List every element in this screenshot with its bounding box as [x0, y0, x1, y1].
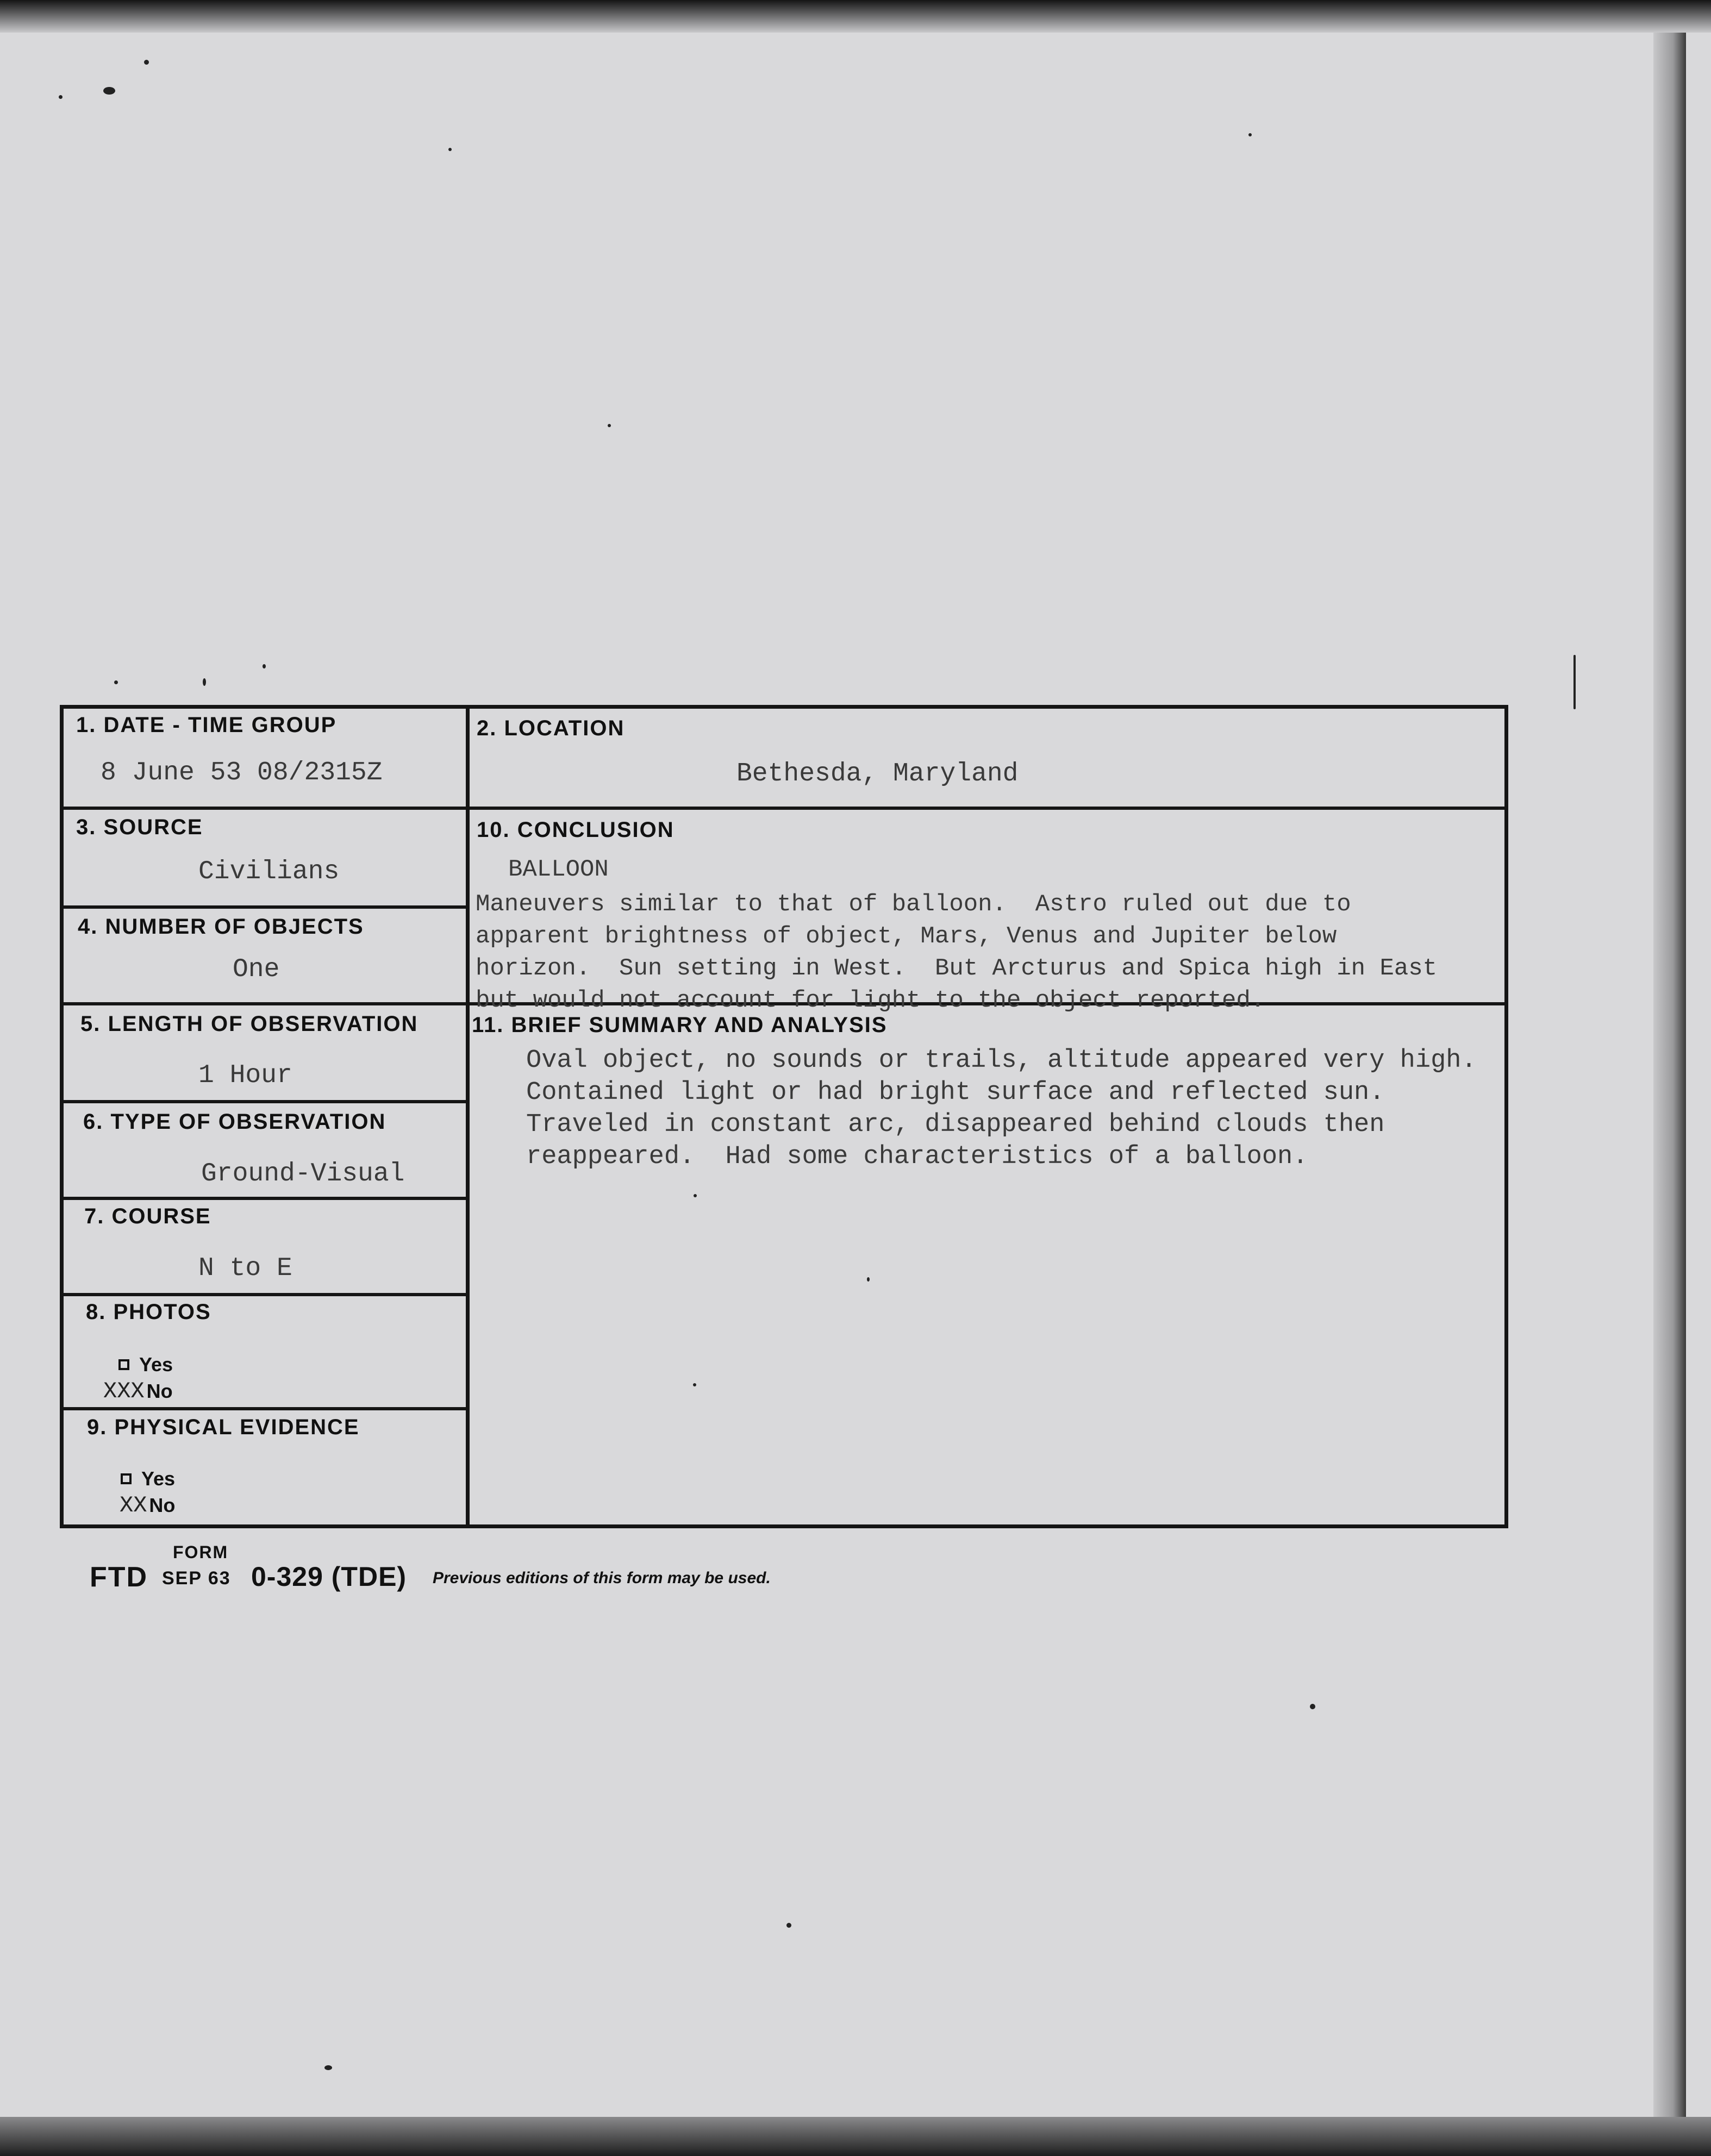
scan-edge-bottom — [0, 2117, 1711, 2156]
scan-speck — [203, 678, 206, 686]
photos-label: 8. PHOTOS — [86, 1300, 211, 1324]
column-divider — [466, 709, 470, 1524]
row-divider — [64, 807, 1504, 810]
date-time-group-value: 8 June 53 08/2315Z — [101, 758, 383, 788]
length-of-observation-value: 1 Hour — [198, 1061, 292, 1090]
course-label: 7. COURSE — [84, 1204, 211, 1228]
scan-speck — [114, 680, 118, 684]
footer-form-word: FORM — [173, 1542, 229, 1562]
row-divider — [64, 1100, 466, 1103]
summary-text: Oval object, no sounds or trails, altitude appeared very high. Contained light or had bright surface and reflected sun. Traveled in constant arc, disappeared behind clouds then reappeared. Had some characteristics of a balloon. — [526, 1046, 1477, 1171]
row-divider — [64, 1197, 466, 1200]
number-of-objects-label: 4. NUMBER OF OBJECTS — [78, 915, 364, 939]
source-value: Civilians — [198, 857, 340, 886]
scan-speck — [263, 664, 266, 668]
physical-evidence-no-option[interactable] — [120, 1492, 175, 1518]
physical-evidence-yes-label: Yes — [141, 1467, 176, 1490]
photos-yes-label: Yes — [139, 1353, 173, 1376]
footer-date: SEP 63 — [162, 1568, 231, 1589]
scan-speck — [1573, 655, 1576, 709]
course-value: N to E — [198, 1254, 292, 1283]
scan-speck — [448, 148, 452, 151]
type-of-observation-label: 6. TYPE OF OBSERVATION — [83, 1110, 386, 1134]
type-of-observation-value: Ground-Visual — [201, 1159, 405, 1189]
footer-note: Previous editions of this form may be used. — [433, 1569, 771, 1587]
physical-evidence-label: 9. PHYSICAL EVIDENCE — [87, 1415, 360, 1439]
scan-speck — [1248, 133, 1252, 136]
conclusion-heading: BALLOON — [508, 856, 609, 883]
row-divider — [64, 1293, 466, 1296]
summary-label: 11. BRIEF SUMMARY AND ANALYSIS — [472, 1013, 888, 1037]
scan-speck — [324, 2065, 332, 2070]
photos-yes-option[interactable] — [118, 1353, 173, 1376]
physical-evidence-yes-option[interactable] — [121, 1467, 175, 1490]
length-of-observation-label: 5. LENGTH OF OBSERVATION — [80, 1012, 419, 1036]
scan-edge-top — [0, 0, 1711, 33]
physical-evidence-no-label: No — [149, 1494, 176, 1516]
scan-speck — [144, 60, 149, 65]
date-time-group-label: 1. DATE - TIME GROUP — [76, 713, 337, 737]
location-label: 2. LOCATION — [477, 716, 625, 740]
scan-speck — [103, 87, 115, 95]
number-of-objects-value: One — [233, 955, 280, 984]
row-divider — [64, 1407, 466, 1410]
scan-speck — [786, 1923, 791, 1928]
scan-speck — [1310, 1704, 1315, 1709]
row-divider — [64, 905, 466, 909]
physical-evidence-no-mark: XX — [120, 1492, 147, 1518]
scan-speck — [59, 95, 63, 99]
photos-no-option[interactable] — [103, 1378, 173, 1404]
scan-speck — [608, 424, 611, 427]
physical-evidence-yes-checkbox[interactable] — [121, 1473, 132, 1484]
photos-no-mark: XXX — [103, 1378, 145, 1404]
photos-no-label: No — [146, 1380, 173, 1402]
footer-org: FTD — [90, 1561, 148, 1593]
scan-edge-right — [1653, 33, 1686, 2125]
source-label: 3. SOURCE — [76, 815, 203, 839]
location-value: Bethesda, Maryland — [736, 759, 1019, 789]
photos-yes-checkbox[interactable] — [118, 1359, 129, 1370]
conclusion-text: Maneuvers similar to that of balloon. Astro ruled out due to apparent brightness of object, Mars, Venus and Jupiter below horizon. Sun setting in West. But Arcturus and Spica high in East but would not account for light to the object reported. — [476, 891, 1438, 1014]
conclusion-label: 10. CONCLUSION — [477, 818, 675, 842]
footer-form-number: 0-329 (TDE) — [251, 1561, 407, 1592]
